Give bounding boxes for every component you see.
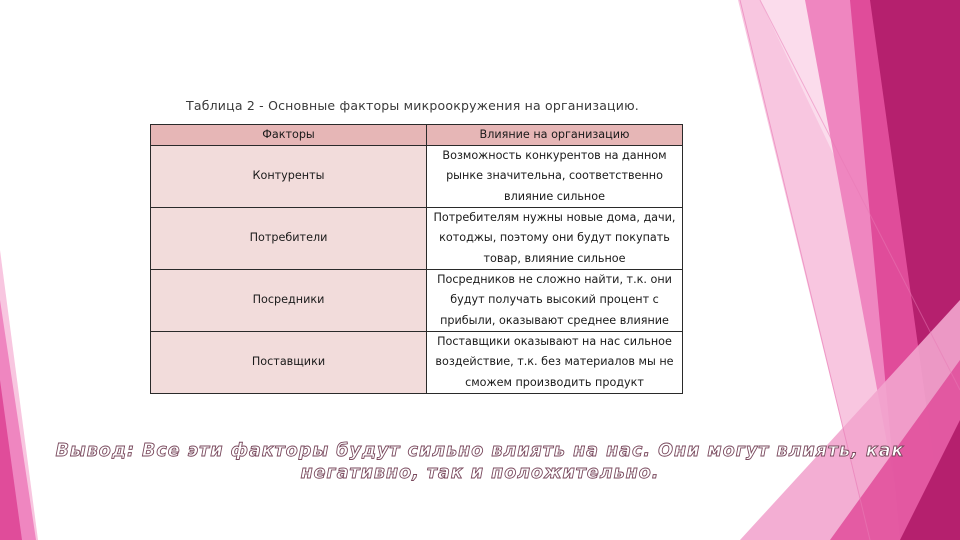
effect-cell: Потребителям нужны новые дома, дачи, котоджы, поэтому они будут покупать товар, влияние сильное <box>427 208 683 270</box>
factor-cell: Поставщики <box>151 332 427 394</box>
factor-cell: Посредники <box>151 270 427 332</box>
factors-table <box>150 124 683 394</box>
factor-cell: Потребители <box>151 208 427 270</box>
effect-cell: Посредников не сложно найти, т.к. они будут получать высокий процент с прибыли, оказывают среднее влияние <box>427 270 683 332</box>
table-row <box>151 208 683 270</box>
column-header-effect: Влияние на организацию <box>427 125 683 146</box>
table-row <box>151 332 683 394</box>
factor-cell: Контуренты <box>151 146 427 208</box>
table-header-row <box>151 125 683 146</box>
table-caption: Таблица 2 - Основные факторы микроокружения на организацию. <box>186 98 639 113</box>
column-header-factors: Факторы <box>151 125 427 146</box>
table-row <box>151 146 683 208</box>
effect-cell: Возможность конкурентов на данном рынке значительна, соответственно влияние сильное <box>427 146 683 208</box>
conclusion-text: Вывод: Все эти факторы будут сильно влиять на нас. Они могут влиять, как негативно, так и положительно. <box>55 441 905 483</box>
table-row <box>151 270 683 332</box>
effect-cell: Поставщики оказывают на нас сильное воздействие, т.к. без материалов мы не сможем производить продукт <box>427 332 683 394</box>
